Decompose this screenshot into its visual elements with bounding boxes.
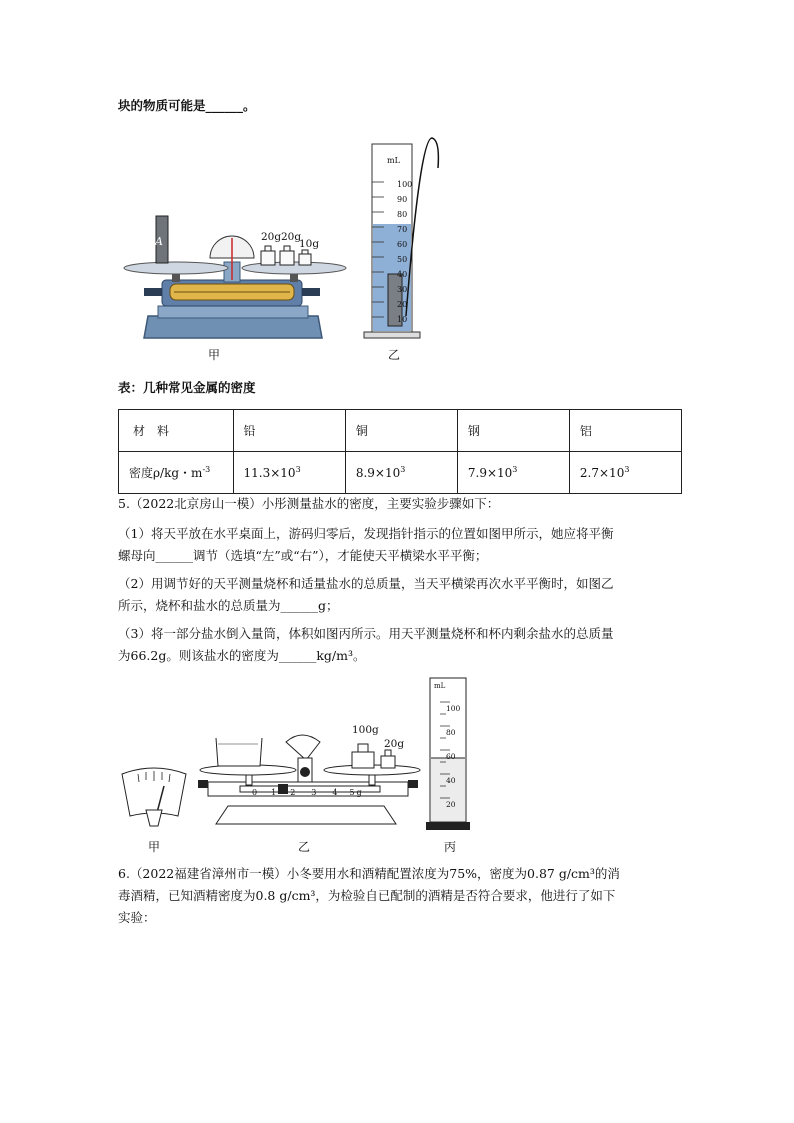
- figure-2-label-bing: 丙: [444, 840, 457, 854]
- table-header-cell: 铝: [569, 410, 681, 452]
- figure-2-balance: [196, 700, 422, 832]
- table-cell: $2.7\times 10^3$: [569, 452, 681, 494]
- question-5-step-2-line-2: 所示，烧杯和盐水的总质量为______g；: [118, 598, 339, 613]
- figure-1-label-jia: 甲: [208, 348, 221, 362]
- cylinder-1-unit: mL: [387, 156, 400, 165]
- weight-label-3: 10g: [299, 238, 320, 250]
- density-table: [118, 409, 682, 494]
- table-caption: 表：几种常见金属的密度: [118, 380, 256, 395]
- table-cell: $11.3\times 10^3$: [233, 452, 345, 494]
- block-a-label: A: [155, 235, 163, 248]
- table-header-cell: 铅: [233, 410, 345, 452]
- weight-label-2: 20g: [281, 231, 302, 243]
- table-cell: $8.9\times 10^3$: [345, 452, 457, 494]
- question-6-line-1: 6.（2022福建省漳州市一模）小冬要用水和酒精配置浓度为75%，密度为0.87 g/cm³的消: [118, 866, 620, 881]
- figure-2-label-yi: 乙: [298, 840, 311, 854]
- cylinder-2-scale: 100 80 60 40 20: [446, 704, 461, 809]
- question-5-step-1-line-1: （1）将天平放在水平桌面上，游码归零后，发现指针指示的位置如图甲所示，她应将平衡: [118, 526, 614, 541]
- question-6-line-3: 实验：: [118, 910, 156, 925]
- question-5-step-3-line-2: 为66.2g。则该盐水的密度为______kg/m³。: [118, 648, 366, 663]
- table-header-cell: 铜: [345, 410, 457, 452]
- cylinder-1-scale: 100 90 80 70 60 50 40 30 20 10: [397, 180, 413, 324]
- rider-scale: 0 1 2 3 4 5g: [252, 788, 364, 797]
- question-6-line-2: 毒酒精，已知酒精密度为0.8 g/cm³，为检验自已配制的酒精是否符合要求，他进行了如下: [118, 888, 616, 903]
- figure-2-label-jia: 甲: [148, 840, 161, 854]
- weight-label-100g: 100g: [352, 724, 379, 736]
- question-5-intro: 5.（2022北京房山一模）小彤测量盐水的密度，主要实验步骤如下：: [118, 496, 500, 511]
- question-5-step-1-line-2: 螺母向______调节（选填“左”或“右”），才能使天平横梁水平平衡；: [118, 548, 488, 563]
- table-header-cell: 材 料: [119, 410, 234, 452]
- cylinder-2-unit: mL: [434, 682, 446, 690]
- question-5-step-3-line-1: （3）将一部分盐水倒入量筒，体积如图丙所示。用天平测量烧杯和杯内剩余盐水的总质量: [118, 626, 614, 641]
- question-4-tail: 块的物质可能是______。: [118, 98, 256, 113]
- table-header-cell: 钢: [457, 410, 569, 452]
- figure-2-pointer-dial: [118, 764, 190, 830]
- weight-label-1: 20g: [261, 231, 282, 243]
- table-cell-row-label: 密度ρ/kg・$m^{-3}$: [119, 452, 234, 494]
- table-row: [119, 452, 682, 494]
- table-cell: $7.9\times 10^3$: [457, 452, 569, 494]
- question-5-step-2-line-1: （2）用调节好的天平测量烧杯和适量盐水的总质量，当天平横梁再次水平平衡时，如图乙: [118, 576, 614, 591]
- table-header-row: [119, 410, 682, 452]
- weight-label-20g: 20g: [384, 738, 405, 750]
- figure-1-label-yi: 乙: [388, 348, 401, 362]
